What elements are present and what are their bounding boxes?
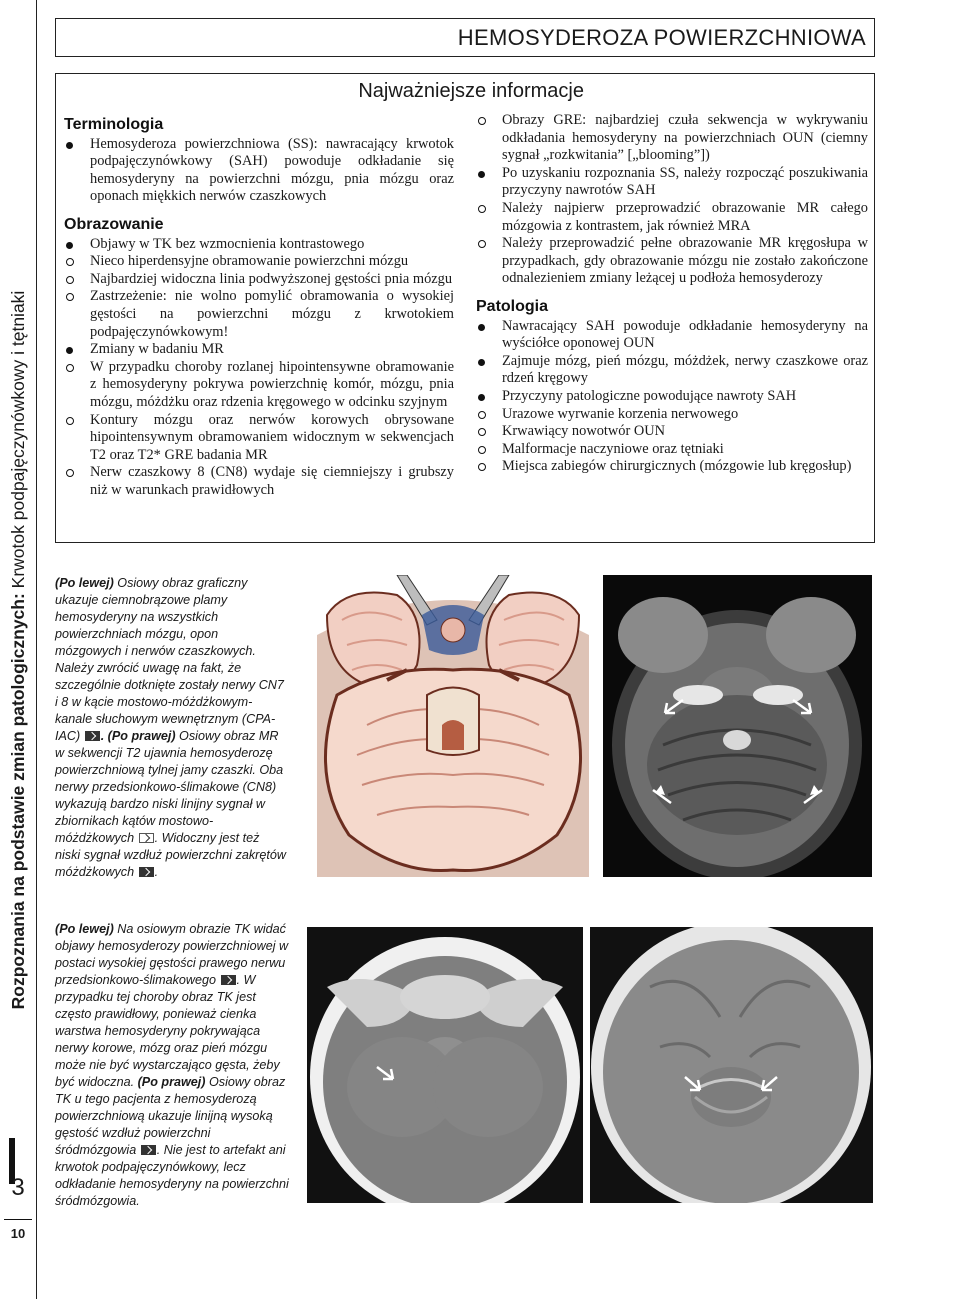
- caption-text: Osiowy obraz graficzny ukazuje ciemnobrązowe plamy hemosyderyny na wszystkich powierzchniach mózgu, opon mózgowych i nerwów czaszkowych. Należy zwrócić uwagę na fakt, że szczególnie dotknięte zostały nerwy CN7 i 8 w kącie mostowo-móżdżkowym-kanale słuchowym wewnętrznym (CPA-IAC): [55, 576, 284, 743]
- solid-arrow-icon: [141, 1145, 156, 1155]
- axial-ct-image-right: [590, 927, 873, 1203]
- page-number: 10: [10, 1226, 26, 1241]
- illustration-graphic: [307, 575, 599, 877]
- running-header-topic: Krwotok podpajęczynówkowy i tętniaki: [8, 290, 28, 594]
- bullet-item: Objawy w TK bez wzmocnienia kontrastowego: [64, 236, 454, 254]
- page-title: HEMOSYDEROZA POWIERZCHNIOWA: [55, 18, 875, 57]
- caption-label-right: . (Po prawej): [100, 729, 176, 743]
- caption-text: . W przypadku tej choroby obraz TK jest często prawidłowy, ponieważ cienka warstwa hemosyderyny pokrywająca nerwy korowe, mózg oraz pień mózgu może nie być wystarczająco gęsta, żeby być widoczna.: [55, 973, 280, 1089]
- caption-text: . Nie jest to artefakt ani krwotok podpajęczynówkowy, lecz odkładanie hemosyderyny na powierzchni śródmózgowia.: [55, 1143, 289, 1208]
- sub-bullet-item: W przypadku choroby rozlanej hipointensywne obramowanie z hemosyderyny pokrywa powierzchnię komór, mózgu, pnia mózgu, móżdżku oraz rdzenia kręgowego w odcinku szyjnym: [64, 359, 454, 412]
- sub-bullet-item: Nieco hiperdensyjne obramowanie powierzchni mózgu: [64, 253, 454, 271]
- sub-bullet-item: Malformacje naczyniowe oraz tętniaki: [476, 441, 868, 459]
- ct-scan-graphic: [590, 927, 873, 1203]
- sub-bullet-item: Nerw czaszkowy 8 (CN8) wydaje się ciemniejszy i grubszy niż w warunkach prawidłowych: [64, 464, 454, 499]
- caption-label-left: (Po lewej): [55, 922, 114, 936]
- section-heading-terminology: Terminologia: [64, 116, 164, 133]
- sub-bullet-item: Najbardziej widoczna linia podwyższonej gęstości pnia mózgu: [64, 271, 454, 289]
- running-header: [6, 20, 30, 1280]
- chapter-spine: [0, 0, 37, 1299]
- sub-bullet-item: Krwawiący nowotwór OUN: [476, 423, 868, 441]
- running-header-section: Rozpoznania na podstawie zmian patologicznych:: [8, 593, 28, 1010]
- bullet-item: Hemosyderoza powierzchniowa (SS): nawracający krwotok podpajęczynówkowy (SAH) powoduje odkładanie się hemosyderyny na powierzchni mózgu, pnia mózgu oraz oponach miękkich nerwów czaszkowych: [64, 136, 454, 206]
- axial-ct-image-left: [307, 927, 583, 1203]
- sub-bullet-item: Zastrzeżenie: nie wolno pomylić obramowania o wysokiej gęstości na powierzchni mózgu z krwotokiem podpajęczynówkowym!: [64, 288, 454, 341]
- caption-label-right: (Po prawej): [137, 1075, 206, 1089]
- sub-bullet-item: Należy najpierw przeprowadzić obrazowanie MR całego mózgowia z kontrastem, jak również MRA: [476, 200, 868, 235]
- divider: [4, 1219, 32, 1220]
- figure-caption-top: [55, 575, 287, 881]
- caption-text: Na osiowym obrazie TK widać objawy hemosyderozy powierzchniowej w postaci wysokiej gęstości prawego nerwu przedsionkowo-ślimakowego: [55, 922, 289, 987]
- solid-arrow-icon: [85, 731, 100, 741]
- sub-bullet-item: Kontury mózgu oraz nerwów korowych obrysowane hipointensywnym obramowaniem widocznym w sekwencjach T2 oraz T2* GRE badania MR: [64, 412, 454, 465]
- mr-scan-graphic: [603, 575, 872, 877]
- open-arrow-icon: [139, 833, 154, 843]
- axial-t2-mr-image: [603, 575, 872, 877]
- figure-caption-bottom: [55, 921, 295, 1210]
- bullet-item: Nawracający SAH powoduje odkładanie hemosyderyny na wyściółce oponowej OUN: [476, 318, 868, 353]
- sub-bullet-item: Miejsca zabiegów chirurgicznych (mózgowie lub kręgosłup): [476, 458, 868, 476]
- solid-arrow-icon: [139, 867, 154, 877]
- ct-scan-graphic: [307, 927, 583, 1203]
- caption-label-left: (Po lewej): [55, 576, 114, 590]
- bullet-item: Po uzyskaniu rozpoznania SS, należy rozpocząć poszukiwania przyczyny nawrotów SAH: [476, 165, 868, 200]
- key-facts-heading: Najważniejsze informacje: [358, 80, 584, 102]
- key-facts-left-column: [64, 116, 454, 499]
- solid-arrow-icon: [221, 975, 236, 985]
- section-heading-imaging: Obrazowanie: [64, 215, 164, 233]
- key-facts-right-column: [476, 112, 868, 476]
- caption-text: Osiowy obraz MR w sekwencji T2 ujawnia hemosyderozę powierzchniową tylnej jamy czaszki. Oba nerwy przedsionkowo-ślimakowe (CN8) wykazują bardzo niski linijny sygnał w zbiornikach kątów mostowo-móżdżkowych: [55, 729, 284, 845]
- caption-text: . Widoczny jest też niski sygnał wzdłuż powierzchni zakrętów móżdżkowych: [55, 831, 286, 879]
- caption-text: Osiowy obraz TK u tego pacjenta z hemosyderozą powierzchniową ukazuje linijną wysoką gęstość wzdłuż powierzchni śródmózgowia: [55, 1075, 286, 1157]
- bullet-item: Zajmuje mózg, pień mózgu, móżdżek, nerwy czaszkowe oraz rdzeń kręgowy: [476, 353, 868, 388]
- sub-bullet-item: Obrazy GRE: najbardziej czuła sekwencja w wykrywaniu odkładania hemosyderyny na powierzchniach OUN (ciemny sygnał „rozkwitania” [„blooming”]): [476, 112, 868, 165]
- sub-bullet-item: Należy przeprowadzić pełne obrazowanie MR kręgosłupa w przypadkach, gdy obrazowanie mózgu nie zostało zakończone odnalezieniem zmiany leżącej u podłoża hemosyderozy: [476, 235, 868, 288]
- caption-text: .: [154, 865, 159, 879]
- axial-brain-illustration: [307, 575, 599, 877]
- bullet-item: Przyczyny patologiczne powodujące nawroty SAH: [476, 388, 868, 406]
- key-facts-box: [55, 73, 875, 543]
- sub-bullet-item: Urazowe wyrwanie korzenia nerwowego: [476, 406, 868, 424]
- bullet-item: Zmiany w badaniu MR: [64, 341, 454, 359]
- section-heading-pathology: Patologia: [476, 297, 549, 315]
- chapter-number: 3: [11, 1174, 25, 1201]
